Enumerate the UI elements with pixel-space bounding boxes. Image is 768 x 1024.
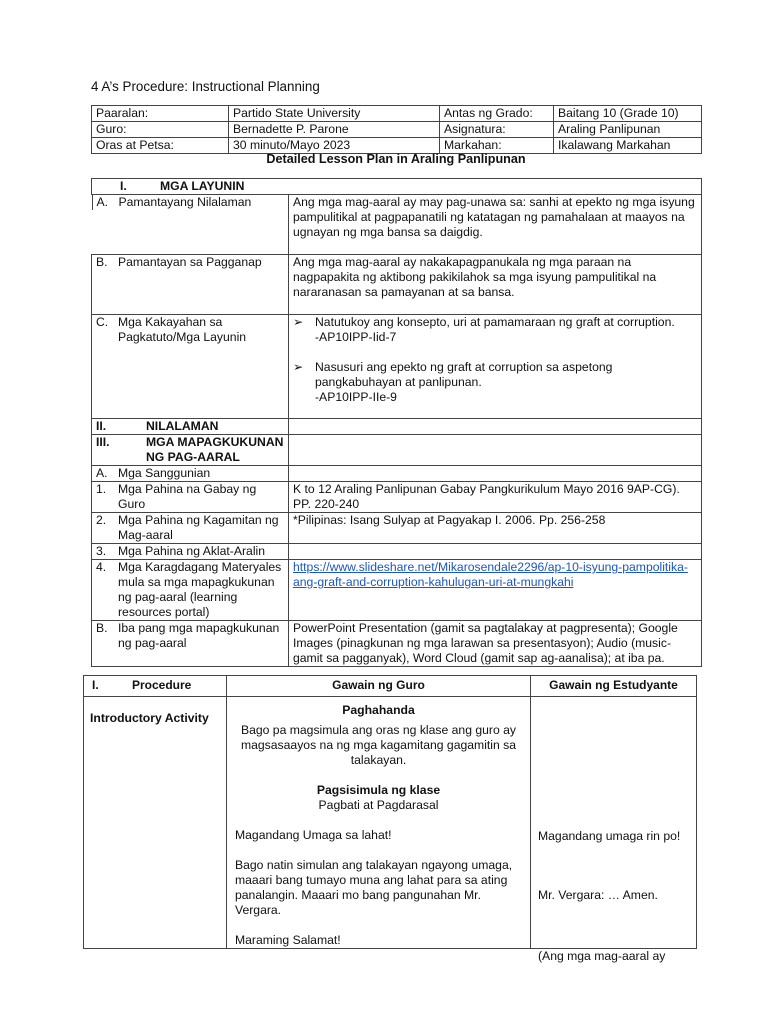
item-number: 2. — [96, 513, 107, 527]
item-content: PowerPoint Presentation (gamit sa pagtalakay at pagpresenta); Google Images (pinagkunan ng mga larawan sa presentasyon); Audio (music-gamit sa pagganyak), Word Cloud (gamit sap ag-aanalisa); at iba pa. — [289, 621, 702, 667]
student-amen: Mr. Vergara: … Amen. — [538, 888, 658, 902]
table-row — [92, 513, 702, 544]
section-number: III. — [96, 435, 110, 449]
info-value: Araling Panlipunan — [554, 122, 702, 138]
item-number: C. — [96, 315, 109, 329]
student-greeting: Magandang umaga rin po! — [538, 829, 681, 843]
procedure-table — [83, 675, 697, 963]
header-number: I. — [92, 678, 99, 692]
objective-item — [293, 360, 697, 405]
info-label: Oras at Petsa: — [92, 138, 229, 154]
item-content: Ang mga mag-aaral ay may pag-unawa sa: sanhi at epekto ng mga isyung pampulitikal at pagpapanatili ng katatagan ng pamahalaan at maayos na ugnayan ng mga bansa sa daigdig. — [289, 195, 702, 255]
item-number: B. — [96, 621, 108, 635]
info-label: Guro: — [92, 122, 229, 138]
item-content: K to 12 Araling Panlipunan Gabay Pangkurikulum Mayo 2016 9AP-CG). PP. 220-240 — [289, 482, 702, 513]
teacher-thanks: Maraming Salamat! — [235, 933, 341, 947]
item-number: 1. — [96, 482, 107, 496]
teacher-prayer-request: Bago natin simulan ang talakayan ngayong umaga, maaari bang tumayo muna ang lahat para sa ating panalangin. Maaari mo bang pangunahan Mr. Vergara. — [235, 858, 513, 917]
objective-text: Nasusuri ang epekto ng graft at corruption sa aspetong pangkabuhayan at panlipunan. — [315, 360, 613, 389]
resource-link[interactable]: https://www.slideshare.net/Mikarosendale2296/ap-10-isyung-pampolitika-ang-graft-and-corruption-kahulugan-uri-at-mungkahi — [293, 560, 688, 589]
page-title: 4 A’s Procedure: Instructional Planning — [91, 79, 320, 94]
procedure-row — [84, 697, 697, 949]
item-content: *Pilipinas: Isang Sulyap at Pagyakap I. 2006. Pp. 256-258 — [289, 513, 702, 544]
lesson-plan-title: Detailed Lesson Plan in Araling Panlipunan — [266, 152, 526, 166]
arrow-bullet-icon: ➢ — [293, 360, 304, 374]
item-label: Mga Pahina ng Kagamitan ng Mag-aaral — [118, 513, 279, 542]
item-number: A. — [96, 466, 108, 480]
item-content: Ang mga mag-aaral ay nakakapagpanukala ng mga paraan na nagpapakita ng aktibong pakikilahok sa mga isyung pampulitikal na nararanasan sa pamayanan at sa bansa. — [289, 255, 702, 315]
item-label: Mga Karagdagang Materyales mula sa mga mapagkukunan ng pag-aaral (learning resources portal) — [118, 560, 282, 619]
objective-item — [293, 315, 697, 345]
item-number: 4. — [96, 560, 107, 574]
table-row — [92, 621, 702, 667]
info-value: Baitang 10 (Grade 10) — [554, 106, 702, 122]
procedure-header-row — [84, 676, 697, 697]
info-label: Paaralan: — [92, 106, 229, 122]
table-row — [92, 544, 702, 560]
section-number: I. — [120, 179, 127, 193]
header-procedure: Procedure — [132, 678, 192, 692]
section-heading: NILALAMAN — [146, 419, 219, 433]
table-row — [92, 255, 702, 315]
item-label: Mga Kakayahan sa Pagkatuto/Mga Layunin — [118, 315, 247, 344]
info-label: Markahan: — [440, 138, 554, 154]
table-row — [92, 482, 702, 513]
pagbati-title: Pagbati at Pagdarasal — [318, 798, 439, 812]
arrow-bullet-icon: ➢ — [293, 315, 304, 329]
objective-text: Natutukoy ang konsepto, uri at pamamaraan ng graft at corruption. — [315, 315, 675, 329]
info-value: 30 minuto/Mayo 2023 — [229, 138, 440, 154]
section-row — [92, 435, 702, 466]
info-label: Asignatura: — [440, 122, 554, 138]
item-number: 3. — [96, 544, 107, 558]
lesson-plan-table — [91, 178, 702, 667]
info-row — [92, 122, 702, 138]
teacher-greeting: Magandang Umaga sa lahat! — [235, 828, 392, 842]
info-value: Partido State University — [229, 106, 440, 122]
school-info-table — [91, 105, 702, 154]
item-number: B. — [96, 255, 108, 269]
table-row — [92, 560, 702, 621]
paghahanda-title: Paghahanda — [342, 703, 415, 717]
section-row — [92, 419, 702, 435]
info-label: Antas ng Grado: — [440, 106, 554, 122]
header-estudyante: Gawain ng Estudyante — [531, 676, 697, 697]
section-number: II. — [96, 419, 107, 433]
student-next: (Ang mga mag-aaral ay — [538, 949, 666, 963]
info-row — [92, 106, 702, 122]
info-value: Ikalawang Markahan — [554, 138, 702, 154]
item-label: Mga Pahina na Gabay ng Guro — [118, 482, 257, 511]
item-label: Mga Sanggunian — [118, 466, 211, 480]
section-heading: MGA MAPAGKUKUNAN NG PAG-AARAL — [146, 435, 284, 464]
item-label: Mga Pahina ng Aklat-Aralin — [118, 544, 266, 558]
paghahanda-text: Bago pa magsimula ang oras ng klase ang guro ay magsasaayos na ng mga kagamitang gagamitin sa talakayan. — [240, 723, 517, 767]
table-row — [92, 195, 702, 255]
objectives-list — [289, 315, 702, 419]
item-number: A. — [96, 195, 109, 209]
item-label: Iba pang mga mapagkukunan ng pag-aaral — [118, 621, 280, 650]
objective-code: -AP10IPP-IIe-9 — [315, 390, 397, 404]
item-label: Pamantayan sa Pagganap — [118, 255, 262, 269]
item-label: Pamantayang Nilalaman — [118, 195, 252, 209]
table-row — [92, 466, 702, 482]
teacher-activity — [227, 697, 531, 949]
table-row — [92, 315, 702, 419]
objective-code: -AP10IPP-Iid-7 — [315, 330, 397, 344]
section-row — [92, 179, 702, 195]
procedure-label: Introductory Activity — [84, 697, 227, 949]
pagsisimula-title: Pagsisimula ng klase — [316, 783, 441, 797]
header-guro: Gawain ng Guro — [227, 676, 531, 697]
section-heading: MGA LAYUNIN — [160, 179, 245, 193]
info-value: Bernadette P. Parone — [229, 122, 440, 138]
student-activity — [531, 697, 697, 963]
